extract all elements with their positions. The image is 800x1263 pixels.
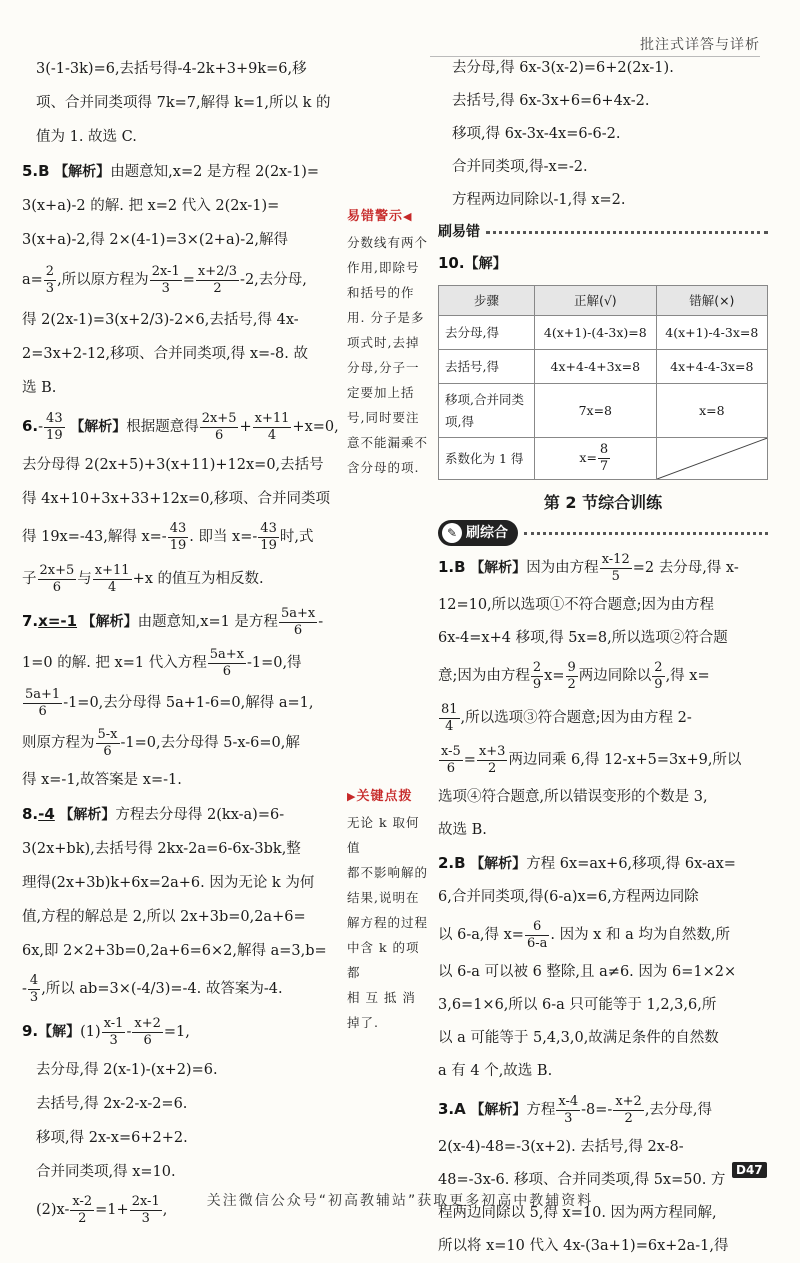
answer-value: -4 <box>38 805 55 823</box>
text: 去分母,得 6x-3(x-2)=6+2(2x-1). <box>452 60 674 76</box>
question-number: 6. <box>22 417 39 435</box>
text: 12=10,所以选项①不符合题意;因为由方程 <box>438 597 715 613</box>
question-number: 3. <box>438 1100 455 1118</box>
text: -2,去分母, <box>240 272 307 288</box>
fraction: $\frac{2}{9}$ <box>654 659 663 692</box>
question-number: 9. <box>22 1022 39 1040</box>
fraction: $\frac{2x+5}{6}$ <box>39 562 75 595</box>
text: 得 4x+10+3x+33+12x=0,移项、合并同类项 <box>22 491 331 507</box>
text: 选项④符合题意,所以错误变形的个数是 3, <box>438 789 708 805</box>
text: 3,6=1×6,所以 6-a 只可能等于 1,2,3,6,所 <box>438 997 717 1013</box>
fraction: $\frac{9}{2}$ <box>567 659 576 692</box>
fraction: $\frac{x+11}{4}$ <box>94 562 130 595</box>
text: 3(x+a)-2,得 2×(4-1)=3×(2+a)-2,解得 <box>22 232 288 248</box>
analysis-tag: 【解析】 <box>70 419 127 435</box>
key-point-note <box>347 785 429 1035</box>
text: a= <box>22 272 43 288</box>
text: 移项,得 2x-x=6+2+2. <box>36 1130 188 1146</box>
text: 去括号,得 2x-2-x-2=6. <box>36 1096 188 1112</box>
dotted-divider <box>524 532 768 535</box>
text: 合并同类项,得-x=-2. <box>452 159 588 175</box>
text: 以 6-a 可以被 6 整除,且 a≠6. 因为 6=1×2× <box>438 964 737 980</box>
analysis-tag: 【解析】 <box>470 560 527 576</box>
fraction: $\frac{2}{3}$ <box>45 263 55 296</box>
fraction: $\frac{x+2}{6}$ <box>134 1015 161 1048</box>
right-column <box>438 52 768 1263</box>
fraction: $\frac{x+3}{2}$ <box>478 743 506 776</box>
analysis-tag: 【解析】 <box>59 807 116 823</box>
text: 3(x+a)-2 的解. 把 x=2 代入 2(2x-1)= <box>22 198 280 214</box>
error-warning-note <box>347 205 429 480</box>
text: 得 x=-1,故答案是 x=-1. <box>22 772 182 788</box>
section-comprehensive: ✎ 刷综合 <box>438 520 768 546</box>
page-number: D47 <box>732 1162 767 1178</box>
table-header: 正解(√) <box>535 286 657 316</box>
fraction: $\frac{6}{6-a}$ <box>526 918 548 951</box>
table-row: 去括号,得 4x+4-4+3x=8 4x+4-4-3x=8 <box>439 350 768 384</box>
fraction: $\frac{5a+1}{6}$ <box>25 686 61 719</box>
header-title: 批注式详答与详析 <box>640 37 760 53</box>
fraction: $\frac{5a+x}{6}$ <box>209 646 244 679</box>
text: 程两边同除以 5,得 x=10. 因为两方程同解, <box>438 1205 717 1221</box>
text: 去分母得 2(2x+5)+3(x+11)+12x=0,去括号 <box>22 457 324 473</box>
question-number: 8. <box>22 805 39 823</box>
analysis-tag: 【解析】 <box>470 856 527 872</box>
table-header: 错解(×) <box>656 286 767 316</box>
section-title: 第 2 节综合训练 <box>543 493 663 512</box>
question-number: 7. <box>22 612 39 630</box>
text: 故选 B. <box>438 822 487 838</box>
section-error-practice: 刷易错 <box>438 217 768 247</box>
note-body: 分数线有两个 作用,即除号 和括号的作 用. 分子是多 项式时,去掉 分母,分子一 定要加上括 号,同时要注 意不能漏乘不 含分母的项. <box>347 235 429 475</box>
dotted-divider <box>486 231 768 234</box>
table-header: 步骤 <box>439 286 535 316</box>
text: 由题意知,x=2 是方程 2(2x-1)= <box>110 164 320 180</box>
text: 以 a 可能等于 5,4,3,0,故满足条件的自然数 <box>438 1030 719 1046</box>
arrow-left-icon: ◀ <box>403 210 413 223</box>
text: 去分母,得 2(x-1)-(x+2)=6. <box>36 1062 218 1078</box>
text: 3(2x+bk),去括号得 2kx-2a=6-6x-3bk,整 <box>22 841 301 857</box>
answer-choice: B <box>454 558 466 576</box>
question-number: 2. <box>438 854 455 872</box>
question-7: 7.x=-1 【解析】由题意知,x=1 是方程 $\frac{5a+x}{6}$ - 1=0 的解. 把 x=1 代入方程 $\frac{5a+x}{6}$ -1=0,得 $\frac{5a+1}{6}$ -1=0,去分母得 5a+1-6=0,解得 a=1, 则原方程为 $\frac{5-x}{6}$ -1=0,去分母得 5-x-6=0,解 得 x=-1,故答案是 x=-1. <box>22 600 344 797</box>
table-row: 系数化为 1 得 x= $\frac{8}{7}$ <box>439 438 768 480</box>
text: ,所以原方程为 <box>57 272 149 288</box>
text: 合并同类项,得 x=10. <box>36 1164 176 1180</box>
cont-line: 项、合并同类项得 7k=7,解得 k=1,所以 k 的 <box>36 95 331 111</box>
question-8: 8.-4 【解析】方程去分母得 2(kx-a)=6- 3(2x+bk),去括号得 2kx-2a=6-6x-3bk,整 理得(2x+3b)k+6x=2a+6. 因为无论 k 为何 值,方程的解总是 2,所以 2x+3b=0,2a+6= 6x,即 2×2+3b=0,2a+6=6×2,解得 a=3,b= - $\frac{4}{3}$ ,所以 ab=3×(-4/3)=-4. 故答案为-4. <box>22 797 344 1010</box>
fraction: $\frac{2}{9}$ <box>532 659 542 692</box>
text: 去括号,得 6x-3x+6=6+4x-2. <box>452 93 650 109</box>
fraction: $\frac{81}{4}$ <box>441 701 458 734</box>
text: 所以将 x=10 代入 4x-(3a+1)=6x+2a-1,得 <box>438 1238 729 1254</box>
analysis-tag: 【解析】 <box>81 614 138 630</box>
text: 值,方程的解总是 2,所以 2x+3b=0,2a+6= <box>22 909 306 925</box>
fraction: $\frac{x-12}{5}$ <box>601 551 630 584</box>
text: a 有 4 个,故选 B. <box>438 1063 553 1079</box>
fraction: $\frac{x-1}{3}$ <box>103 1015 124 1048</box>
text: 选 B. <box>22 380 57 396</box>
text: 移项,得 6x-3x-4x=6-6-2. <box>452 126 621 142</box>
text: 理得(2x+3b)k+6x=2a+6. 因为无论 k 为何 <box>22 875 315 891</box>
left-column <box>22 52 344 1231</box>
text: 方程两边同除以-1,得 x=2. <box>452 192 626 208</box>
text: 2(x-4)-48=-3(x+2). 去括号,得 2x-8- <box>438 1139 684 1155</box>
text: 6x-4=x+4 移项,得 5x=8,所以选项②符合题 <box>438 630 728 646</box>
footer-note: 关注微信公众号“初高教辅站”获取更多初高中教辅资料 <box>206 1193 594 1209</box>
note-title: 关键点拨 <box>356 789 413 804</box>
question-number: 5. <box>22 162 39 180</box>
solution-tag: 【解】 <box>464 256 507 272</box>
fraction: $\frac{x-5}{6}$ <box>441 743 461 776</box>
fraction: $\frac{5a+x}{6}$ <box>280 605 316 638</box>
question-6: 6.- $\frac{43}{19}$ 【解析】根据题意得 $\frac{2x+5}{6}$ + $\frac{x+11}{4}$ +x=0, 去分母得 2(2x+5)+3(x+11)+12x=0,去括号 得 4x+10+3x+33+12x=0,移项、合并同类项 得 19x=-43,解得 x=- $\frac{43}{19}$ . 即当 x=- $\frac{43}{19}$ 时,式 子 $\frac{2x+5}{6}$ 与 $\frac{x+11}{4}$ +x 的值互为相反数. <box>22 405 344 600</box>
fraction: $\frac{2x-1}{3}$ <box>131 1193 160 1226</box>
cont-line: 3(-1-3k)=6,去括号得-4-2k+3+9k=6,移 <box>36 61 307 77</box>
fraction: $\frac{2x+5}{6}$ <box>201 410 237 443</box>
fraction: $\frac{43}{19}$ <box>169 520 187 553</box>
fraction: $\frac{x+11}{4}$ <box>254 410 290 443</box>
question-number: 10. <box>438 254 465 272</box>
fraction: $\frac{5-x}{6}$ <box>97 726 118 759</box>
empty-cell-slash <box>656 438 767 480</box>
table-row: 去分母,得 4(x+1)-(4-3x)=8 4(x+1)-4-3x=8 <box>439 316 768 350</box>
solution-tag: 【解】 <box>38 1024 81 1040</box>
answer-fraction: $\frac{43}{19}$ <box>46 410 63 443</box>
text: 2=3x+2-12,移项、合并同类项,得 x=-8. 故 <box>22 346 308 362</box>
note-body: 无论 k 取何值 都不影响解的 结果,说明在 解方程的过程 中含 k 的项都 相 互 抵 消 掉了. <box>347 815 429 1030</box>
pen-icon: ✎ <box>442 523 462 543</box>
question-3: 3.A 【解析】方程 $\frac{x-4}{3}$ -8=- $\frac{x+2}{2}$ ,去分母,得 2(x-4)-48=-3(x+2). 去括号,得 2x-8- 48=-3x-6. 移项、合并同类项,得 5x=50. 方 程两边同除以 5,得 x=10. 因为两方程同解, 所以将 x=10 代入 4x-(3a+1)=6x+2a-1,得 <box>438 1088 768 1263</box>
question-number: 1. <box>438 558 455 576</box>
answer-choice: B <box>454 854 466 872</box>
question-2: 2.B 【解析】方程 6x=ax+6,移项,得 6x-ax= 6,合并同类项,得(6-a)x=6,方程两边同除 以 6-a,得 x= $\frac{6}{6-a}$ . 因为 x 和 a 均为自然数,所 以 6-a 可以被 6 整除,且 a≠6. 因为 6=1×2× 3,6=1×6,所以 6-a 只可能等于 1,2,3,6,所 以 a 可能等于 5,4,3,0,故满足条件的自然数 a 有 4 个,故选 B. <box>438 847 768 1088</box>
fraction: $\frac{8}{7}$ <box>599 442 609 474</box>
question-1: 1.B 【解析】因为由方程 $\frac{x-12}{5}$ =2 去分母,得 x- 12=10,所以选项①不符合题意;因为由方程 6x-4=x+4 移项,得 5x=8,所以选项②符合题 意;因为由方程 $\frac{2}{9}$ x= $\frac{9}{2}$ 两边同除以 $\frac{2}{9}$ ,得 x= $\frac{81}{4}$ ,所以选项③符合题意;因为由方程 2- $\frac{x-5}{6}$ = $\frac{x+3}{2}$ 两边同乘 6,得 12-x+5=3x+9,所以 选项④符合题意,所以错误变形的个数是 3, 故选 B. <box>438 546 768 847</box>
cont-line: 值为 1. 故选 C. <box>36 129 137 145</box>
text: 6,合并同类项,得(6-a)x=6,方程两边同除 <box>438 889 699 905</box>
table-row: 移项,合并同类项,得 7x=8 x=8 <box>439 384 768 438</box>
fraction: $\frac{43}{19}$ <box>260 520 277 553</box>
question-5: 5.B 【解析】由题意知,x=2 是方程 2(2x-1)= 3(x+a)-2 的解. 把 x=2 代入 2(2x-1)= 3(x+a)-2,得 2×(4-1)=3×(2+a)-2,解得 a= $\frac{2}{3}$ ,所以原方程为 $\frac{2x-1}{3}$ = $\frac{x+2/3}{2}$ -2,去分母, 得 2(2x-1)=3(x+2/3)-2×6,去括号,得 4x- 2=3x+2-12,移项、合并同类项,得 x=-8. 故 选 B. <box>22 154 344 405</box>
answer-value: x=-1 <box>38 612 78 630</box>
fraction: $\frac{2x-1}{3}$ <box>151 263 180 296</box>
fraction: $\frac{x+2/3}{2}$ <box>197 263 238 296</box>
question-9: 9.【解】(1) $\frac{x-1}{3}$ - $\frac{x+2}{6}$ =1, 去分母,得 2(x-1)-(x+2)=6. 去括号,得 2x-2-x-2=6. 移项,得 2x-x=6+2+2. 合并同类项,得 x=10. (2)x- $\frac{x-2}{2}$ =1+ $\frac{2x-1}{3}$ , <box>22 1010 344 1231</box>
table-header-row <box>439 286 768 316</box>
analysis-tag: 【解析】 <box>470 1102 527 1118</box>
text: 48=-3x-6. 移项、合并同类项,得 5x=50. 方 <box>438 1172 726 1188</box>
arrow-right-icon: ▶ <box>347 790 357 803</box>
fraction: $\frac{x-4}{3}$ <box>558 1093 579 1126</box>
comparison-table <box>438 285 768 480</box>
analysis-tag: 【解析】 <box>54 164 111 180</box>
text: 6x,即 2×2+3b=0,2a+6=6×2,解得 a=3,b= <box>22 943 327 959</box>
text: 得 2(2x-1)=3(x+2/3)-2×6,去括号,得 4x- <box>22 312 299 328</box>
answer-choice: B <box>38 162 50 180</box>
fraction: $\frac{x+2}{2}$ <box>615 1093 642 1126</box>
fraction: $\frac{4}{3}$ <box>29 972 39 1005</box>
note-title: 易错警示 <box>347 209 404 224</box>
fraction: $\frac{x-2}{2}$ <box>72 1193 93 1226</box>
answer-choice: A <box>454 1100 466 1118</box>
